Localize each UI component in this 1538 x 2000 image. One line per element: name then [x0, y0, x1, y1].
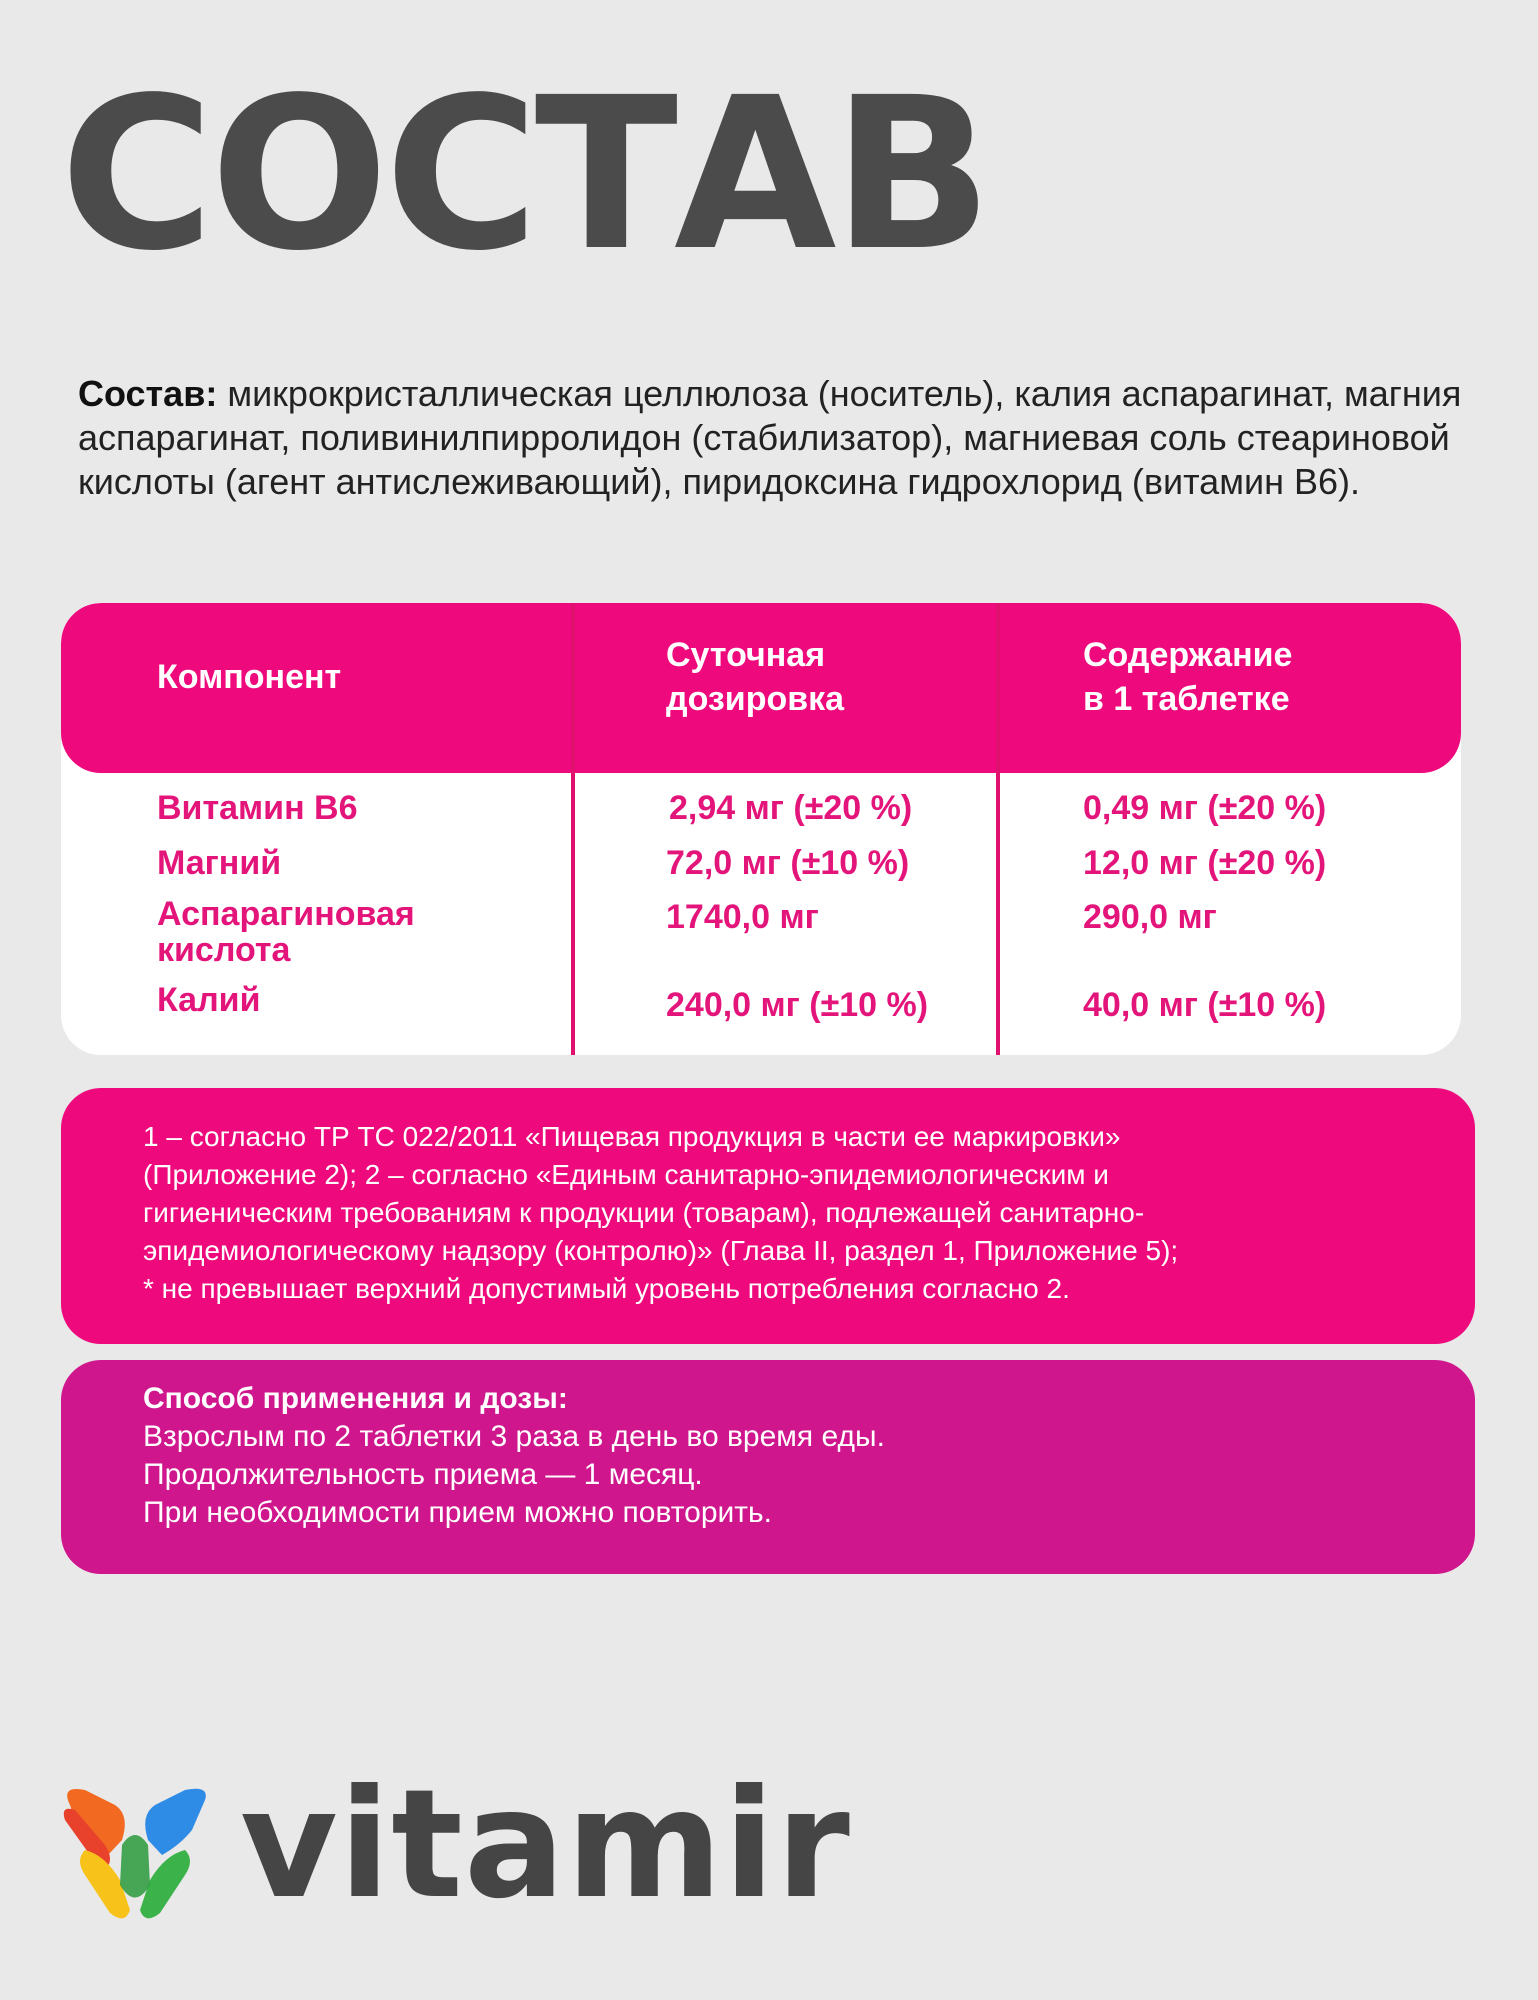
vitamir-logo-icon: [60, 1785, 210, 1925]
row-per-tablet: 290,0 мг: [1083, 898, 1217, 936]
row-component: Калий: [157, 981, 261, 1019]
header-daily-line1: Суточная: [666, 636, 826, 674]
row-daily: 2,94 мг (±20 %): [669, 789, 913, 827]
row-per-tablet: 0,49 мг (±20 %): [1083, 789, 1327, 827]
header-daily-line2: дозировка: [666, 680, 845, 718]
row-component: [157, 896, 415, 968]
usage-heading: Способ применения и дозы:: [143, 1382, 568, 1415]
row-daily: 72,0 мг (±10 %): [666, 844, 910, 882]
header-per-tablet-line2: в 1 таблетке: [1083, 680, 1290, 718]
row-component: Магний: [157, 844, 282, 882]
row-per-tablet: 40,0 мг (±10 %): [1083, 986, 1327, 1024]
usage-line: При необходимости прием можно повторить.: [143, 1496, 772, 1529]
notes-line: эпидемиологическому надзору (контролю)» (Глава II, раздел 1, Приложение 5);: [143, 1235, 1179, 1266]
column-divider: [571, 603, 575, 1055]
row-component: Витамин В6: [157, 789, 358, 827]
row-per-tablet: 12,0 мг (±20 %): [1083, 844, 1327, 882]
legal-notes: [61, 1088, 1475, 1344]
notes-line: (Приложение 2); 2 – согласно «Единым санитарно-эпидемиологическим и: [143, 1159, 1109, 1190]
row-daily: 1740,0 мг: [666, 898, 819, 936]
composition-body: микрокристаллическая целлюлоза (носитель), калия аспарагинат, магния аспарагинат, поливинилпирролидон (стабилизатор), магниевая соль стеариновой кислоты (агент антислеживающий), пиридоксина гидрохлорид (витамин В6).: [78, 373, 1462, 502]
notes-line: 1 – согласно ТР ТС 022/2011 «Пищевая продукция в части ее маркировки»: [143, 1121, 1121, 1152]
row-component-line1: Аспарагиновая: [157, 895, 415, 933]
row-daily: 240,0 мг (±10 %): [666, 986, 929, 1024]
notes-text: [143, 1118, 1433, 1308]
composition-label: Состав:: [78, 373, 218, 414]
composition-text: [78, 372, 1498, 504]
header-component: Компонент: [157, 658, 342, 696]
nutrition-table: [61, 603, 1461, 1055]
header-per-tablet: [1083, 633, 1292, 721]
header-per-tablet-line1: Содержание: [1083, 636, 1293, 674]
logo-petal-blue: [145, 1789, 206, 1855]
usage-line: Взрослым по 2 таблетки 3 раза в день во время еды.: [143, 1420, 885, 1453]
notes-line: * не превышает верхний допустимый уровень потребления согласно 2.: [143, 1273, 1070, 1304]
usage-line: Продолжительность приема — 1 месяц.: [143, 1458, 703, 1491]
column-divider: [996, 603, 1000, 1055]
logo-petal-center: [120, 1835, 150, 1898]
usage-instructions: [61, 1360, 1475, 1574]
page-title: СОСТАВ: [60, 52, 989, 297]
brand-name: vitamir: [240, 1758, 851, 1932]
row-component-line2: кислота: [157, 931, 291, 969]
header-daily-dose: [666, 633, 844, 721]
usage-text: [143, 1380, 1433, 1532]
notes-line: гигиеническим требованиям к продукции (товарам), подлежащей санитарно-: [143, 1197, 1145, 1228]
